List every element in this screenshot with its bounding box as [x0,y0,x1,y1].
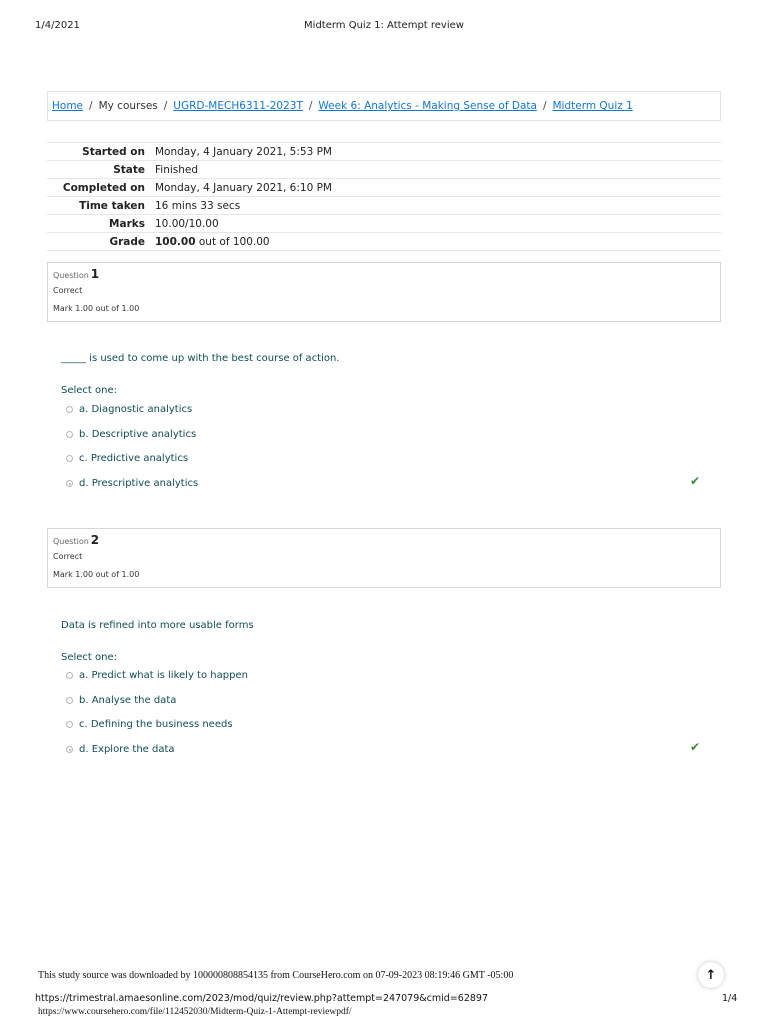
summary-row-time-taken [47,197,721,215]
check-icon: ✔ [690,474,701,488]
coursehero-url: https://www.coursehero.com/file/112452030/Midterm-Quiz-1-Attempt-reviewpdf/ [38,1007,352,1017]
question-1-select-one: Select one: [61,385,118,396]
question-1-option-a[interactable] [66,404,192,415]
radio-button[interactable] [66,431,73,438]
question-mark: Mark 1.00 out of 1.00 [53,304,140,313]
print-date: 1/4/2021 [35,20,80,31]
question-2-select-one: Select one: [61,652,118,663]
option-label: d. Prescriptive analytics [79,478,199,489]
radio-button[interactable] [66,406,73,413]
breadcrumb-quiz[interactable]: Midterm Quiz 1 [552,100,633,112]
source-note: This study source was downloaded by 100000808854135 from CourseHero.com on 07-09-2023 08:19:46 GMT -05:00 [38,970,514,981]
summary-value [151,233,721,251]
option-label: c. Defining the business needs [79,719,233,730]
grade-value: 100.00 [155,235,196,248]
question-number: 1 [90,267,100,281]
question-state: Correct [53,286,83,295]
grade-out-of: out of 100.00 [195,235,270,248]
summary-label: Completed on [62,181,145,194]
option-label: b. Descriptive analytics [79,429,197,440]
option-label: a. Diagnostic analytics [79,404,193,415]
option-label: d. Explore the data [79,744,175,755]
summary-value: 16 mins 33 secs [155,199,241,212]
summary-label: Grade [109,235,145,248]
breadcrumb-course[interactable]: UGRD-MECH6311-2023T [173,100,303,112]
breadcrumb-separator: / [542,100,547,112]
question-state: Correct [53,552,83,561]
question-2-option-b[interactable] [66,695,176,706]
question-2-info [47,528,721,588]
option-label: a. Predict what is likely to happen [79,670,248,681]
radio-button-selected[interactable] [66,746,73,753]
summary-label: Marks [109,217,145,230]
summary-row-started [47,143,721,161]
radio-button[interactable] [66,455,73,462]
radio-button[interactable] [66,672,73,679]
radio-button[interactable] [66,697,73,704]
question-2-option-d[interactable] [66,744,175,755]
question-2-text: Data is refined into more usable forms [61,620,254,631]
summary-label: Started on [82,145,145,158]
summary-row-completed [47,179,721,197]
breadcrumb-home[interactable]: Home [52,100,84,112]
summary-value: Monday, 4 January 2021, 6:10 PM [155,181,332,194]
question-2-option-c[interactable] [66,719,233,730]
summary-row-marks [47,215,721,233]
question-1-option-b[interactable] [66,429,196,440]
breadcrumb-separator: / [308,100,313,112]
summary-label: State [113,163,145,176]
question-2-option-a[interactable] [66,670,248,681]
question-mark: Mark 1.00 out of 1.00 [53,570,140,579]
print-url: https://trimestral.amaesonline.com/2023/mod/quiz/review.php?attempt=247079&cmid=62897 [35,993,488,1004]
option-label: c. Predictive analytics [79,453,189,464]
breadcrumb-week[interactable]: Week 6: Analytics - Making Sense of Data [318,100,537,112]
question-1-option-d[interactable] [66,478,198,489]
breadcrumb-my-courses: My courses [98,100,158,112]
summary-label: Time taken [79,199,145,212]
summary-value: Monday, 4 January 2021, 5:53 PM [155,145,332,158]
summary-value: 10.00/10.00 [155,217,219,230]
summary-row-grade [47,233,721,251]
question-label: Question [53,271,89,280]
radio-button-selected[interactable] [66,480,73,487]
question-1-text: _____ is used to come up with the best course of action. [61,353,340,364]
breadcrumb-separator: / [89,100,93,112]
check-icon: ✔ [690,740,701,754]
question-1-info [47,262,721,322]
page-number: 1/4 [722,993,738,1004]
question-label: Question [53,537,89,546]
print-title: Midterm Quiz 1: Attempt review [304,20,464,31]
arrow-up-icon[interactable]: ↑ [698,962,724,988]
question-1-option-c[interactable] [66,453,188,464]
breadcrumb [47,91,721,121]
breadcrumb-separator: / [163,100,168,112]
radio-button[interactable] [66,721,73,728]
summary-value: Finished [155,163,199,176]
option-label: b. Analyse the data [79,695,177,706]
attempt-summary-table [47,142,721,251]
summary-row-state [47,161,721,179]
question-number: 2 [90,533,100,547]
